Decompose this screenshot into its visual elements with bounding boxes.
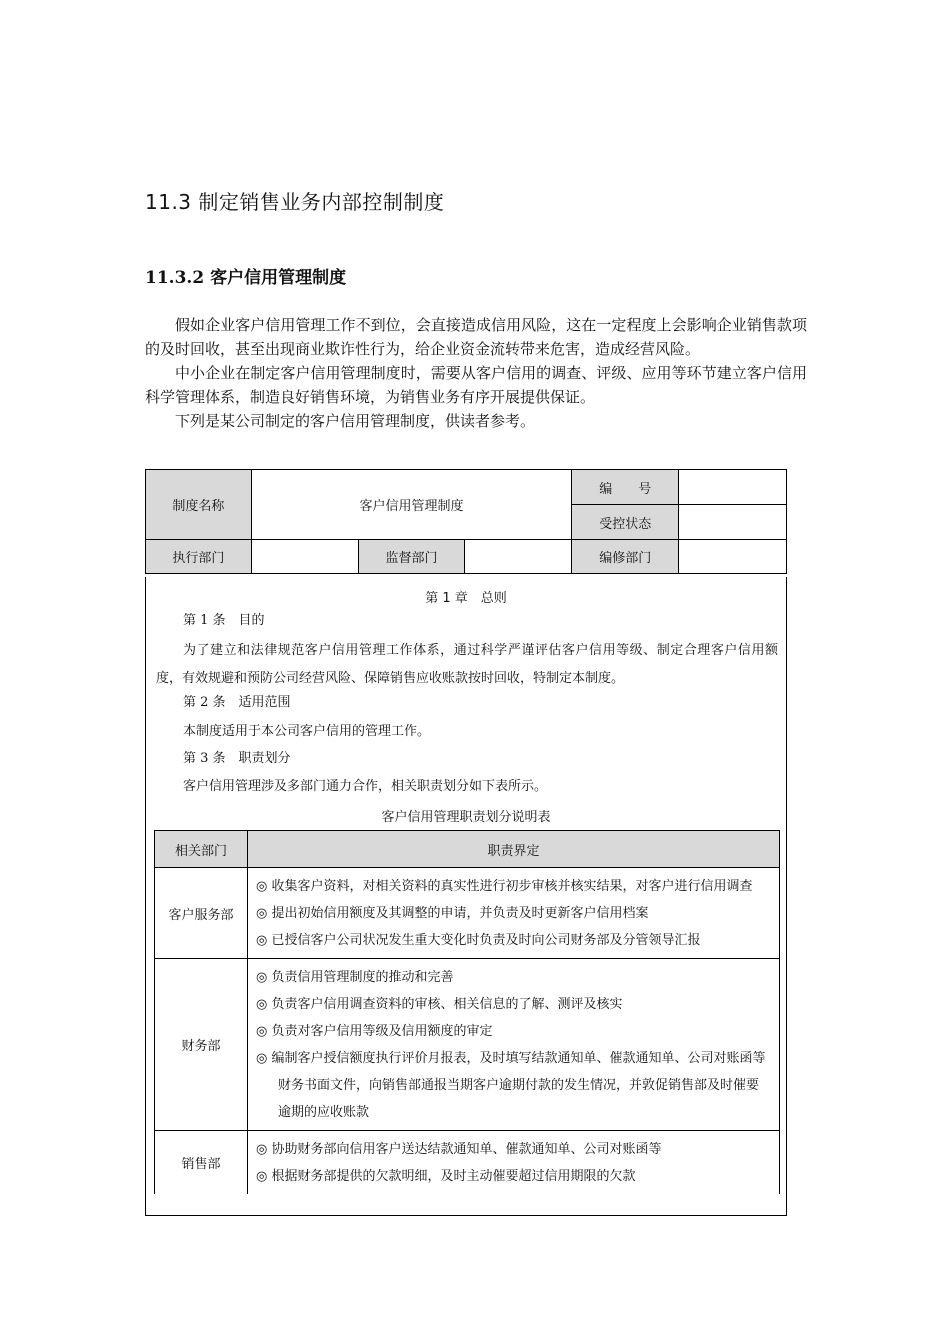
policy-content-box: [145, 577, 787, 1216]
duty-dept: 财务部: [155, 959, 248, 1131]
chapter-title: 第 1 章 总则: [425, 591, 507, 606]
policy-name-label: 制度名称: [146, 470, 252, 540]
duty-item: ◎ 负责对客户信用等级及信用额度的审定: [256, 1024, 493, 1039]
duty-item: ◎ 提出初始信用额度及其调整的申请，并负责及时更新客户信用档案: [256, 906, 649, 921]
control-status-value: [679, 505, 787, 540]
article-2-text: 本制度适用于本公司客户信用的管理工作。: [183, 724, 431, 739]
intro-paragraph: 下列是某公司制定的客户信用管理制度，供读者参考。: [175, 412, 536, 430]
duty-item: ◎ 根据财务部提供的欠款明细，及时主动催要超过信用期限的欠款: [256, 1169, 636, 1184]
policy-meta-table: [145, 469, 787, 574]
intro-paragraph: 中小企业在制定客户信用管理制度时，需要从客户信用的调查、评级、应用等环节建立客户信用科学管理体系，制造良好销售环境，为销售业务有序开展提供保证。: [145, 364, 807, 406]
policy-name-value: 客户信用管理制度: [251, 470, 571, 540]
article-3-title: 第 3 条 职责划分: [183, 751, 291, 766]
policy-number-value: [679, 470, 787, 505]
edit-dept-label: 编修部门: [572, 540, 679, 574]
duty-item: ◎ 协助财务部向信用客户送达结款通知单、催款通知单、公司对账函等: [256, 1142, 662, 1157]
duty-items: [248, 868, 780, 959]
duty-table: [154, 830, 780, 1194]
edit-dept-value: [679, 540, 787, 574]
section-title: 11.3 制定销售业务内部控制制度: [145, 190, 445, 214]
article-2-title: 第 2 条 适用范围: [183, 695, 291, 710]
article-3-text: 客户信用管理涉及多部门通力合作，相关职责划分如下表所示。: [183, 779, 548, 794]
duty-item: ◎ 收集客户资料，对相关资料的真实性进行初步审核并核实结果，对客户进行信用调查: [256, 879, 753, 894]
exec-dept-value: [251, 540, 358, 574]
duty-item: ◎ 负责客户信用调查资料的审核、相关信息的了解、测评及核实: [256, 997, 623, 1012]
intro-text: [145, 313, 807, 433]
duty-header-duty: 职责界定: [248, 831, 780, 868]
intro-paragraph: 假如企业客户信用管理工作不到位，会直接造成信用风险，这在一定程度上会影响企业销售款项的及时回收，甚至出现商业欺诈性行为，给企业资金流转带来危害，造成经营风险。: [145, 316, 807, 358]
duty-item: ◎ 负责信用管理制度的推动和完善: [256, 970, 454, 985]
duty-item: ◎ 已授信客户公司状况发生重大变化时负责及时向公司财务部及分管领导汇报: [256, 933, 701, 948]
duty-dept: 客户服务部: [155, 868, 248, 959]
subsection-title: 11.3.2 客户信用管理制度: [145, 268, 347, 288]
duty-items: [248, 959, 780, 1131]
article-1-text: 为了建立和法律规范客户信用管理工作体系，通过科学严谨评估客户信用等级、制定合理客户信用额度，有效规避和预防公司经营风险、保障销售应收账款按时回收，特制定本制度。: [156, 643, 778, 686]
policy-number-label: 编 号: [572, 470, 679, 505]
article-1-title: 第 1 条 目的: [183, 613, 265, 628]
supervise-dept-label: 监督部门: [358, 540, 465, 574]
duty-dept: 销售部: [155, 1131, 248, 1195]
exec-dept-label: 执行部门: [146, 540, 252, 574]
control-status-label: 受控状态: [572, 505, 679, 540]
supervise-dept-value: [465, 540, 572, 574]
duty-item: ◎ 编制客户授信额度执行评价月报表，及时填写结款通知单、催款通知单、公司对账函等财务书面文件，向销售部通报当期客户逾期付款的发生情况，并敦促销售部及时催要逾期的应收账款: [256, 1051, 766, 1120]
duty-header-dept: 相关部门: [155, 831, 248, 868]
duty-items: [248, 1131, 780, 1195]
duty-table-caption: 客户信用管理职责划分说明表: [381, 810, 551, 825]
